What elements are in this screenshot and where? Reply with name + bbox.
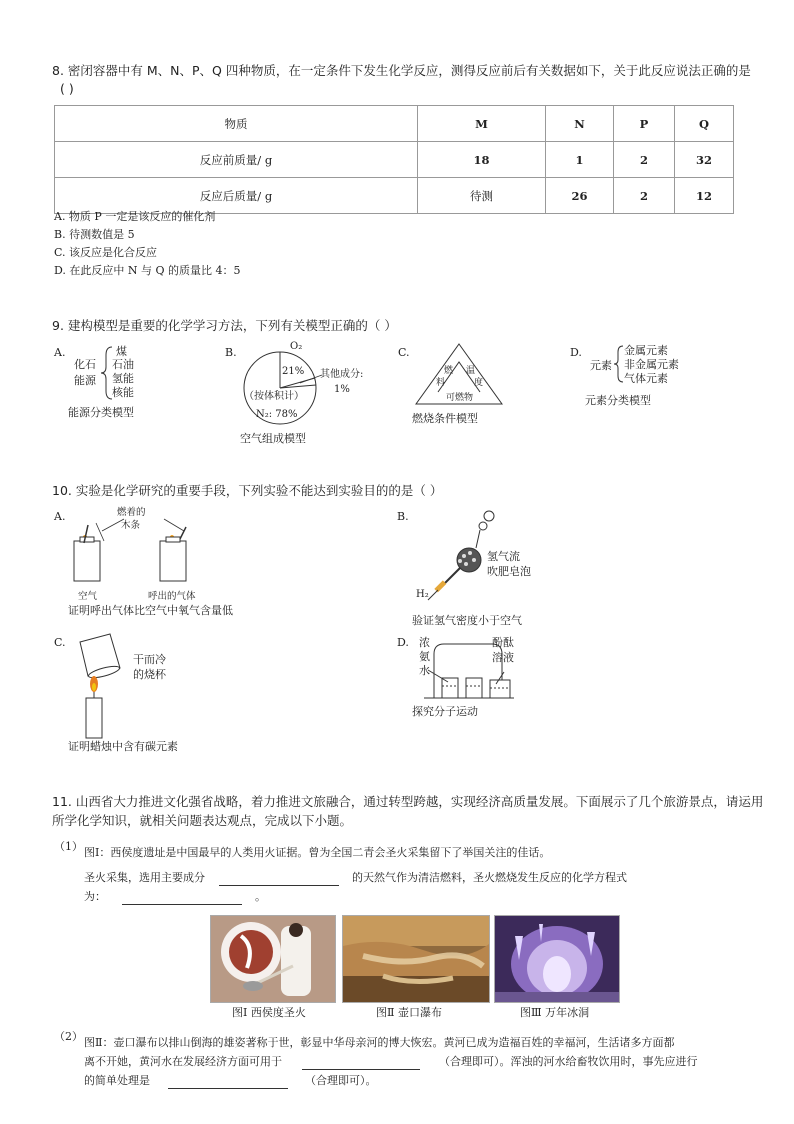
q10-stem: 10. 实验是化学研究的重要手段，下列实验不能达到实验目的的是（ ）: [52, 483, 443, 498]
q11-part2-number: （2）: [54, 1030, 83, 1043]
q10d-right-label: 溶液: [492, 651, 514, 664]
q11-part1-line2: [84, 869, 627, 886]
table-cell: 26: [546, 178, 614, 214]
answer-blank-water-treatment[interactable]: [168, 1075, 288, 1089]
text-span: （合理即可）。: [305, 1074, 377, 1087]
q10b-caption: 验证氢气密度小于空气: [412, 614, 522, 627]
q10a-stick-label: 木条: [121, 520, 141, 531]
q10a-air-label: 空气: [78, 591, 98, 602]
q9b-n2-pct: N₂: 78%: [256, 409, 298, 420]
q11-part1-number: （1）: [54, 840, 83, 853]
q9b-o2-pct: 21%: [282, 366, 305, 377]
q9a-caption: 能源分类模型: [68, 406, 134, 419]
q11-part2-line1: 图Ⅱ：壶口瀑布以排山倒海的雄姿著称于世，彰显中华母亲河的博大恢宏。黄河已成为造福百姓的幸福河，生活诸多方面都: [84, 1036, 675, 1049]
table-cell: 2: [614, 178, 675, 214]
q9b-other-pct: 1%: [334, 384, 350, 395]
q8-data-table: [54, 105, 734, 214]
q10c-label: 干而冷: [133, 653, 166, 666]
table-header-cell: P: [614, 106, 675, 142]
q10d-left-label: 氨: [419, 650, 430, 663]
q9c-label: 温: [466, 366, 476, 376]
q11-part2-line2: [84, 1053, 698, 1070]
text-span: 离不开她，黄河水在发展经济方面可用于: [84, 1055, 282, 1068]
q9c-label: 料: [436, 378, 446, 388]
q9d-item: 金属元素: [624, 344, 668, 357]
photo-caption-1: 图Ⅰ 西侯度圣火: [232, 1006, 306, 1019]
q11-stem-line2: 所学化学知识，就相关问题表达观点，完成以下小题。: [52, 813, 353, 828]
q9c-label: 燃: [444, 366, 454, 376]
q9a-item: 石油: [112, 358, 134, 371]
text-span: 的简单处理是: [84, 1074, 150, 1087]
photo-ice-cave: [494, 915, 620, 1003]
q9c-label: 度: [474, 378, 484, 388]
q10d-left-label: 浓: [419, 636, 430, 649]
text-span: 的天然气作为清洁燃料，圣火燃烧发生反应的化学方程式: [352, 871, 627, 884]
q9d-caption: 元素分类模型: [585, 394, 651, 407]
table-header-cell: Q: [675, 106, 734, 142]
q9-option-a-letter: A.: [54, 346, 66, 359]
q10d-caption: 探究分子运动: [412, 705, 478, 718]
q8-option-b: B. 待测数值是 5: [54, 228, 135, 241]
text-span: 圣火采集，选用主要成分: [84, 871, 205, 884]
table-cell: 18: [418, 142, 546, 178]
q9c-label: 可燃物: [446, 393, 474, 403]
text-span: 。: [255, 890, 266, 903]
table-header-cell: 物质: [55, 106, 418, 142]
q8-option-a: A. 物质 P 一定是该反应的催化剂: [54, 210, 216, 223]
table-cell: 2: [614, 142, 675, 178]
q9a-left-label: 化石: [74, 358, 96, 371]
q9b-other-label: 其他成分:: [320, 369, 364, 380]
q10a-breath-label: 呼出的气体: [148, 591, 196, 602]
q9a-item: 煤: [116, 345, 127, 358]
answer-blank-gas-component[interactable]: [219, 872, 339, 886]
q10-option-a-letter: A.: [54, 510, 66, 523]
answer-blank-economic-use[interactable]: [302, 1056, 420, 1070]
q9d-root: 元素: [590, 359, 612, 372]
q11-part2-line3: [84, 1072, 377, 1089]
q9-option-b-letter: B.: [225, 346, 237, 359]
q10b-label: 氢气流: [487, 550, 520, 563]
q9b-by-volume: （按体积计）: [244, 391, 304, 402]
table-cell: 反应后质量/ g: [55, 178, 418, 214]
q9b-caption: 空气组成模型: [240, 432, 306, 445]
q9a-left-label: 能源: [74, 374, 96, 387]
q9d-item: 非金属元素: [624, 358, 679, 371]
q9b-o2-label: O₂: [290, 341, 303, 352]
q10c-caption: 证明蜡烛中含有碳元素: [68, 740, 178, 753]
q11-part1-line1: 图Ⅰ：西侯度遗址是中国最早的人类用火证据。曾为全国二青会圣火采集留下了举国关注的佳话。: [84, 846, 551, 859]
q10-option-c-letter: C.: [54, 636, 66, 649]
table-row: [55, 142, 734, 178]
table-cell: 反应前质量/ g: [55, 142, 418, 178]
answer-blank-equation[interactable]: [122, 891, 242, 905]
q9d-item: 气体元素: [624, 372, 668, 385]
photo-caption-3: 图Ⅲ 万年冰洞: [520, 1006, 590, 1019]
q10d-left-label: 水: [419, 664, 430, 677]
text-span: （合理即可）。浑浊的河水给畜牧饮用时，事先应进行: [439, 1055, 698, 1068]
q11-part1-line3: [84, 888, 266, 905]
q10d-right-label: 酚酞: [492, 636, 514, 649]
q9c-caption: 燃烧条件模型: [412, 412, 478, 425]
q9-option-c-letter: C.: [398, 346, 410, 359]
q8-stem: 8. 密闭容器中有 M、N、P、Q 四种物质，在一定条件下发生化学反应，测得反应前后有关数据如下，关于此反应说法正确的是: [52, 63, 751, 78]
q10c-label: 的烧杯: [133, 668, 166, 681]
text-span: 为：: [84, 890, 106, 903]
photo-caption-2: 图Ⅱ 壶口瀑布: [376, 1006, 442, 1019]
q9-stem: 9. 建构模型是重要的化学学习方法，下列有关模型正确的（ ）: [52, 318, 397, 333]
q10-option-b-letter: B.: [397, 510, 409, 523]
table-header-cell: M: [418, 106, 546, 142]
table-cell: 1: [546, 142, 614, 178]
q10c-candle-diagram: [66, 632, 136, 740]
table-header-cell: N: [546, 106, 614, 142]
q9a-item: 氢能: [112, 372, 134, 385]
q9a-item: 核能: [112, 386, 134, 399]
photo-xihoudu-torch: [210, 915, 336, 1003]
table-cell: 待测: [418, 178, 546, 214]
table-cell: 32: [675, 142, 734, 178]
q10a-stick-label: 燃着的: [117, 507, 146, 518]
q10b-h2-label: H₂: [416, 589, 429, 600]
table-cell: 12: [675, 178, 734, 214]
q11-stem-line1: 11. 山西省大力推进文化强省战略，着力推进文旅融合，通过转型跨越，实现经济高质量发展。下面展示了几个旅游景点，请运用: [52, 794, 764, 809]
q10-option-d-letter: D.: [397, 636, 409, 649]
photo-hukou-waterfall: [342, 915, 490, 1003]
q10a-caption: 证明呼出气体比空气中氧气含量低: [68, 604, 233, 617]
table-header-row: [55, 106, 734, 142]
q10b-label: 吹肥皂泡: [487, 565, 531, 578]
q8-option-d: D. 在此反应中 N 与 Q 的质量比 4：5: [54, 264, 241, 277]
q8-paren: ( ): [60, 81, 74, 96]
q10a-bottles-diagram: [66, 515, 206, 585]
q9-option-d-letter: D.: [570, 346, 582, 359]
q8-option-c: C. 该反应是化合反应: [54, 246, 158, 259]
